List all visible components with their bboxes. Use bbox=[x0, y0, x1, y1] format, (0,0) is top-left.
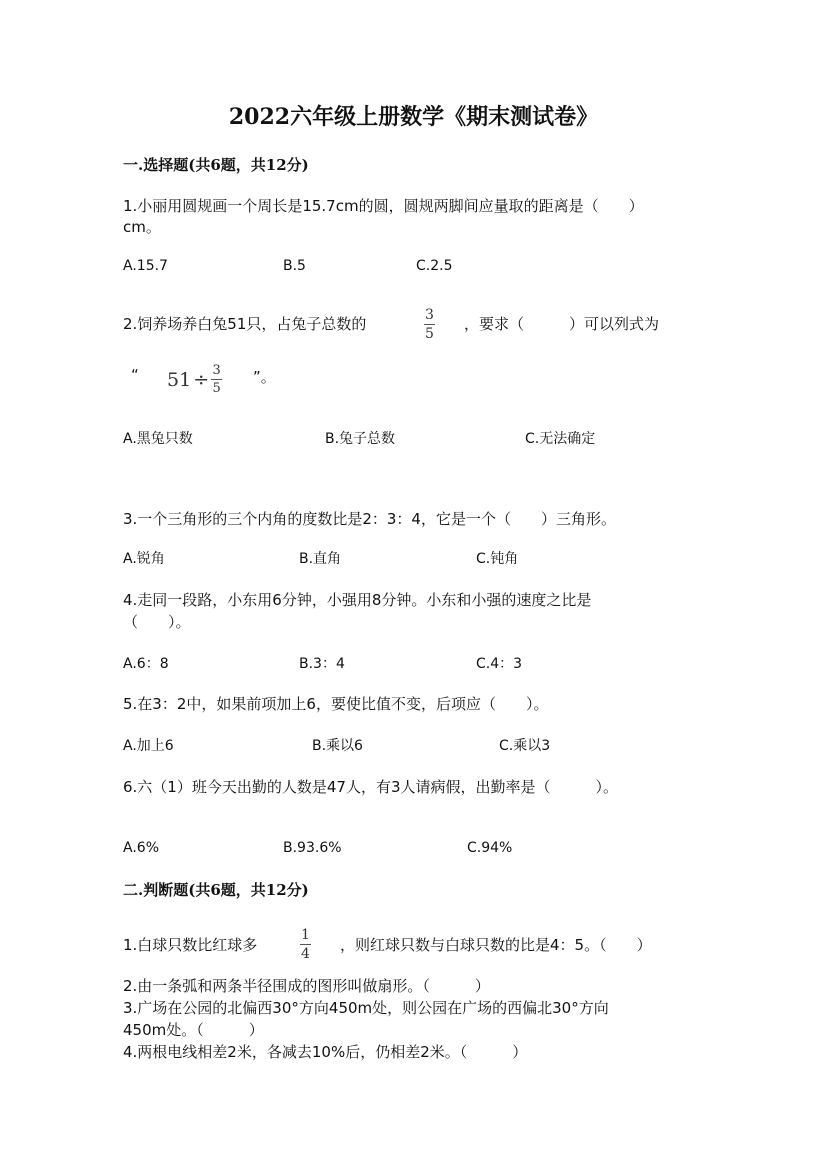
question-5: 5.在3：2中，如果前项加上6，要使比值不变，后项应（ ）。 bbox=[123, 695, 549, 713]
judgement-1-part1: 1.白球只数比红球多 bbox=[123, 936, 258, 954]
fraction-bar bbox=[424, 324, 435, 325]
judgement-4: 4.两根电线相差2米，各减去10%后，仍相差2米。（ ） bbox=[123, 1043, 528, 1061]
question-4-line2: （ ）。 bbox=[123, 613, 191, 631]
q5-option-c: C.乘以3 bbox=[499, 738, 551, 754]
question-1-line1: 1.小丽用圆规画一个周长是15.7cm的圆，圆规两脚间应量取的距离是（ ） bbox=[123, 197, 644, 215]
q2-expression-numerator: 3 bbox=[212, 363, 221, 378]
q6-option-b: B.93.6% bbox=[283, 840, 342, 856]
q6-option-c: C.94% bbox=[467, 840, 513, 856]
q2-quote-close: ”。 bbox=[253, 368, 276, 386]
question-3: 3.一个三角形的三个内角的度数比是2：3：4，它是一个（ ）三角形。 bbox=[123, 510, 616, 528]
q2-fraction bbox=[424, 308, 435, 341]
q2-option-b: B.兔子总数 bbox=[325, 431, 396, 447]
question-6: 6.六（1）班今天出勤的人数是47人，有3人请病假，出勤率是（ ）。 bbox=[123, 778, 618, 796]
q2-expression-operator: ÷ bbox=[193, 368, 210, 391]
q5-option-a: A.加上6 bbox=[123, 738, 174, 754]
q2-quote-open: “ bbox=[131, 366, 139, 384]
q2-option-a: A.黑兔只数 bbox=[123, 431, 193, 447]
j1-fraction-denominator: 4 bbox=[301, 946, 310, 962]
q2-expression bbox=[167, 364, 222, 395]
q4-option-b: B.3：4 bbox=[299, 656, 345, 672]
q1-option-b: B.5 bbox=[283, 258, 306, 274]
question-2-part1: 2.饲养场养白兔51只，占兔子总数的 bbox=[123, 315, 367, 333]
q2-option-c: C.无法确定 bbox=[525, 431, 596, 447]
judgement-3-line1: 3.广场在公园的北偏西30°方向450m处，则公园在广场的西偏北30°方向 bbox=[123, 999, 609, 1017]
q4-option-a: A.6：8 bbox=[123, 656, 169, 672]
q3-option-a: A.锐角 bbox=[123, 551, 165, 567]
judgement-3-line2: 450m处。（ ） bbox=[123, 1021, 264, 1039]
q3-option-c: C.钝角 bbox=[476, 551, 519, 567]
j1-fraction bbox=[300, 928, 311, 961]
q2-expression-fraction bbox=[211, 364, 222, 395]
page-title: 2022六年级上册数学《期末测试卷》 bbox=[228, 104, 599, 130]
q1-option-c: C.2.5 bbox=[416, 258, 453, 274]
judgement-2: 2.由一条弧和两条半径围成的图形叫做扇形。（ ） bbox=[123, 977, 490, 995]
q5-option-b: B.乘以6 bbox=[312, 738, 363, 754]
judgement-1-part2: ，则红球只数与白球只数的比是4：5。（ ） bbox=[340, 936, 652, 954]
fraction-bar bbox=[211, 379, 222, 380]
question-2-part2: ，要求（ ）可以列式为 bbox=[464, 315, 660, 333]
question-4-line1: 4.走同一段路，小东用6分钟，小强用8分钟。小东和小强的速度之比是 bbox=[123, 591, 592, 609]
section-heading-choice: 一.选择题(共6题，共12分) bbox=[123, 156, 309, 174]
q1-option-a: A.15.7 bbox=[123, 258, 168, 274]
q2-expression-whole: 51 bbox=[167, 368, 192, 391]
q6-option-a: A.6% bbox=[123, 840, 159, 856]
q2-expression-denominator: 5 bbox=[212, 381, 221, 396]
question-1-line2: cm。 bbox=[123, 218, 161, 236]
q2-fraction-numerator: 3 bbox=[425, 307, 434, 323]
section-heading-judgement: 二.判断题(共6题，共12分) bbox=[123, 881, 309, 899]
fraction-bar bbox=[300, 944, 311, 945]
q2-fraction-denominator: 5 bbox=[425, 326, 434, 342]
j1-fraction-numerator: 1 bbox=[301, 927, 310, 943]
q3-option-b: B.直角 bbox=[299, 551, 342, 567]
q4-option-c: C.4：3 bbox=[476, 656, 523, 672]
